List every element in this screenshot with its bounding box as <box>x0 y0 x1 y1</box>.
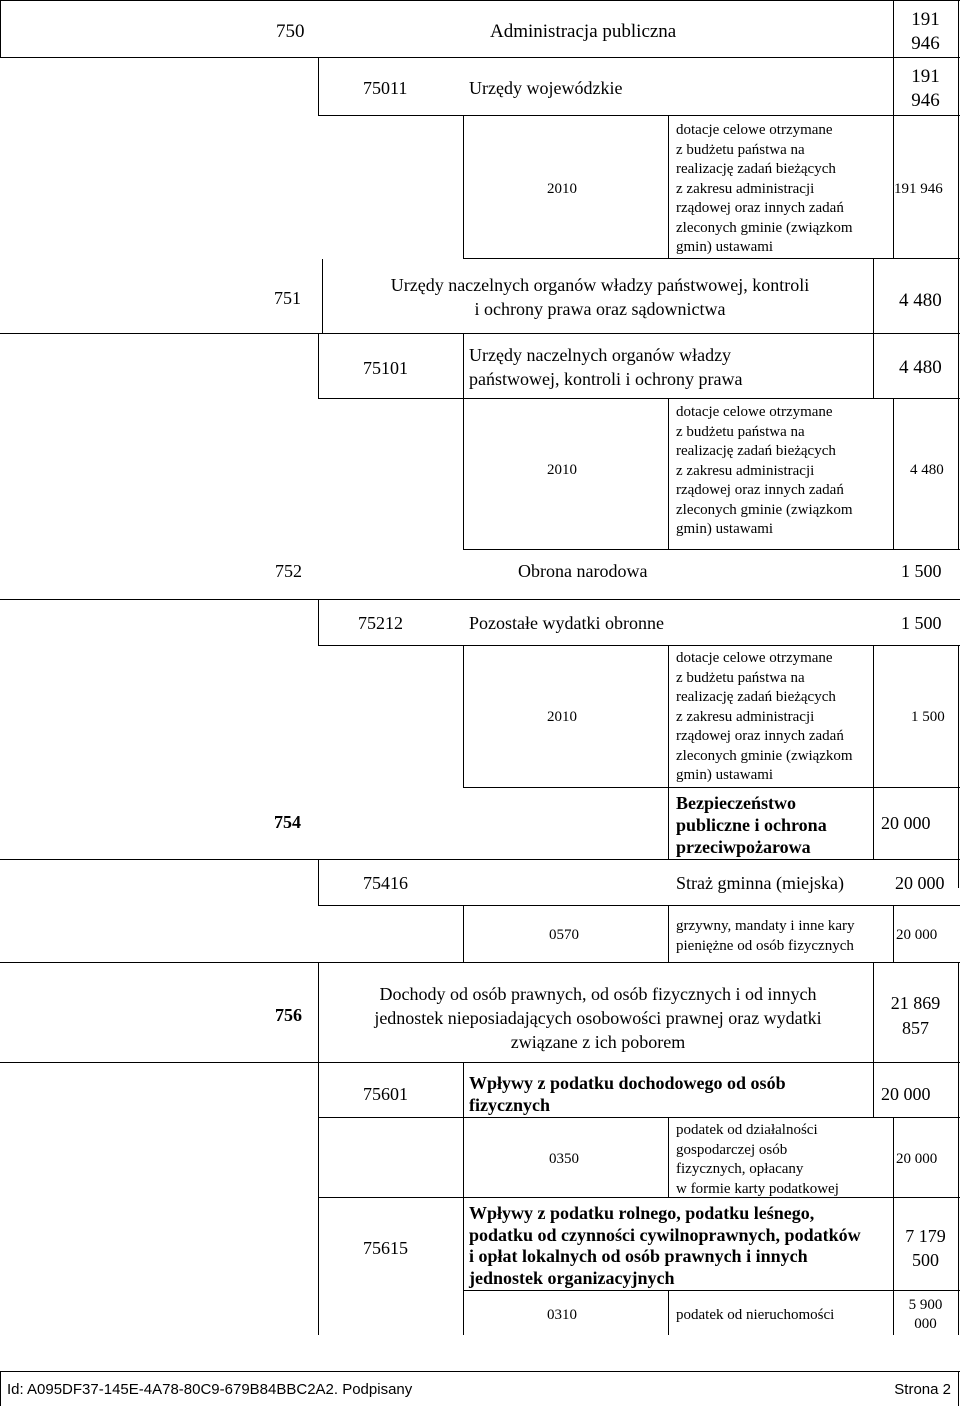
row-756-code: 756 <box>275 1005 302 1025</box>
row-75101-amount: 4 480 <box>899 357 942 378</box>
row-750-amount-line2: 946 <box>911 33 940 54</box>
row-75101-2010-desc: dotacje celowe otrzymane z budżetu państwa na realizację zadań bieżących z zakresu administracji rządowej oraz innych zadań zleconych gminie (związkom gmin) ustawami <box>676 404 853 537</box>
row-75601-amount: 20 000 <box>881 1084 931 1104</box>
row-75101-name-line1: Urzędy naczelnych organów władzy <box>469 345 732 365</box>
row-75416-0570-desc: grzywny, mandaty i inne kary pieniężne od osób fizycznych <box>676 918 855 954</box>
row-75615-amount-line1: 7 179 <box>905 1226 946 1246</box>
row-75212-2010-desc: dotacje celowe otrzymane z budżetu państwa na realizację zadań bieżących z zakresu administracji rządowej oraz innych zadań zleconych gminie (związkom gmin) ustawami <box>676 650 853 783</box>
row-75601-0350-amount: 20 000 <box>896 1151 938 1167</box>
row-75011-2010-amount: 191 946 <box>894 181 943 197</box>
row-75101-name-line2: państwowej, kontroli i ochrony prawa <box>469 369 743 389</box>
row-75416-code: 75416 <box>363 873 408 893</box>
row-75212-2010-amount: 1 500 <box>911 709 945 725</box>
row-75101-2010-code: 2010 <box>547 462 577 478</box>
row-756-name: Dochody od osób prawnych, od osób fizycznych i od innych jednostek nieposiadających osobowości prawnej oraz wydatki związane z ich poborem <box>374 984 822 1052</box>
row-750-code: 750 <box>276 21 305 42</box>
row-750-name: Administracja publiczna <box>490 21 677 42</box>
row-752-name: Obrona narodowa <box>518 561 648 581</box>
row-75011-amount-line2: 946 <box>911 90 940 111</box>
row-751-amount: 4 480 <box>899 290 942 311</box>
row-75011-amount-line1: 191 <box>911 66 940 87</box>
row-75101-code: 75101 <box>363 358 408 378</box>
row-75011-2010-desc: dotacje celowe otrzymane z budżetu państwa na realizację zadań bieżących z zakresu administracji rządowej oraz innych zadań zleconych gminie (związkom gmin) ustawami <box>676 122 853 255</box>
row-75615-name: Wpływy z podatku rolnego, podatku leśnego, podatku od czynności cywilnoprawnych, podatków i opłat lokalnych od osób prawnych i innych jednostek organizacyjnych <box>469 1203 861 1288</box>
row-75601-0350-code: 0350 <box>549 1151 579 1167</box>
row-752-amount: 1 500 <box>901 561 942 581</box>
row-75615-amount-line2: 500 <box>912 1250 939 1270</box>
row-751-name-line1: Urzędy naczelnych organów władzy państwowej, kontroli <box>390 275 810 295</box>
row-75615-0310-code: 0310 <box>547 1307 577 1323</box>
row-75212-2010-code: 2010 <box>547 709 577 725</box>
row-75615-0310-desc: podatek od nieruchomości <box>676 1307 835 1323</box>
document-id: Id: A095DF37-145E-4A78-80C9-679B84BBC2A2. Podpisany <box>7 1381 413 1398</box>
row-75212-code: 75212 <box>358 613 403 633</box>
row-754-amount: 20 000 <box>881 813 931 833</box>
row-75212-amount: 1 500 <box>901 613 942 633</box>
row-752-code: 752 <box>275 561 302 581</box>
row-75601-code: 75601 <box>363 1084 408 1104</box>
row-75416-amount: 20 000 <box>895 873 945 893</box>
row-75011-code: 75011 <box>363 78 408 98</box>
row-75416-0570-amount: 20 000 <box>896 927 938 943</box>
row-75416-0570-code: 0570 <box>549 927 579 943</box>
row-75615-0310-amount-line2: 000 <box>914 1316 937 1332</box>
row-75601-0350-desc: podatek od działalności gospodarczej osób fizycznych, opłacany w formie karty podatkowej <box>676 1122 839 1197</box>
row-754-name: Bezpieczeństwo publiczne i ochrona przeciwpożarowa <box>676 793 827 857</box>
row-751-code: 751 <box>274 288 301 308</box>
row-756-amount-line2: 857 <box>902 1018 929 1038</box>
row-75416-name: Straż gminna (miejska) <box>676 873 844 893</box>
row-75615-code: 75615 <box>363 1238 408 1258</box>
row-751-name-line2: i ochrony prawa oraz sądownictwa <box>474 299 726 319</box>
row-750-amount-line1: 191 <box>911 9 940 30</box>
row-75101-2010-amount: 4 480 <box>910 462 944 478</box>
row-75212-name: Pozostałe wydatki obronne <box>469 613 664 633</box>
row-75601-name-line2: fizycznych <box>469 1095 550 1115</box>
row-75011-name: Urzędy wojewódzkie <box>469 78 623 98</box>
row-756-amount-line1: 21 869 <box>890 993 941 1013</box>
row-75601-name-line1: Wpływy z podatku dochodowego od osób <box>469 1073 786 1093</box>
row-75011-2010-code: 2010 <box>547 181 577 197</box>
row-754-code: 754 <box>274 812 301 832</box>
page-number: Strona 2 <box>894 1381 951 1398</box>
row-75615-0310-amount-line1: 5 900 <box>908 1297 943 1313</box>
